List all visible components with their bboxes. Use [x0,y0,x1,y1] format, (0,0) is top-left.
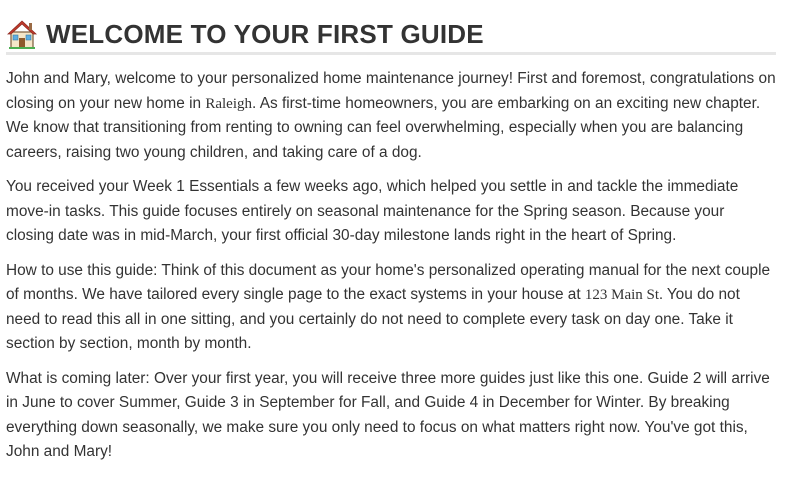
coming-later-paragraph: What is coming later: Over your first year, you will receive three more guides just like this one. Guide 2 will arrive in June to cover Summer, Guide 3 in September for Fall, and Guide 4 in December for Winter. By breaking everything down seasonally, we make sure you only need to focus on what matters right now. You've got this, John and Mary! [6,369,770,460]
intro-paragraph [6,67,776,165]
guide-body [6,67,776,475]
week1-paragraph: You received your Week 1 Essentials a few weeks ago, which helped you settle in and tackle the immediate move-in tasks. This guide focuses entirely on seasonal maintenance for the Spring season. Because your closing date was in mid-March, your first official 30-day milestone lands right in the heart of Spring. [6,178,739,244]
how-to-use-paragraph [6,259,776,357]
house-icon [6,18,38,50]
intro-text-end: . As first-time homeowners, you are embarking on an exciting new chapter. We know that transitioning from renting to owning can feel overwhelming, especially when you are balancing careers, raising two young children, and taking care of a dog. [6,94,761,161]
page-heading [6,16,776,55]
city-name: Raleigh [205,95,252,112]
home-address: 123 Main St. [584,287,663,303]
how-to-use-text-end: You do not need to read this all in one sitting, and you certainly do not need to complete every task on day one. Take it section by section, month by month. [6,286,740,352]
page-title: WELCOME TO YOUR FIRST GUIDE [46,19,484,49]
how-to-use-text-start: How to use this guide: Think of this document as your home's personalized operating manual for the next couple of months. We have tailored every single page to the exact systems in your house at [6,261,771,303]
intro-text-start: John and Mary, welcome to your personalized home maintenance journey! First and foremost, congratulations on closing on your new home in [6,70,776,112]
